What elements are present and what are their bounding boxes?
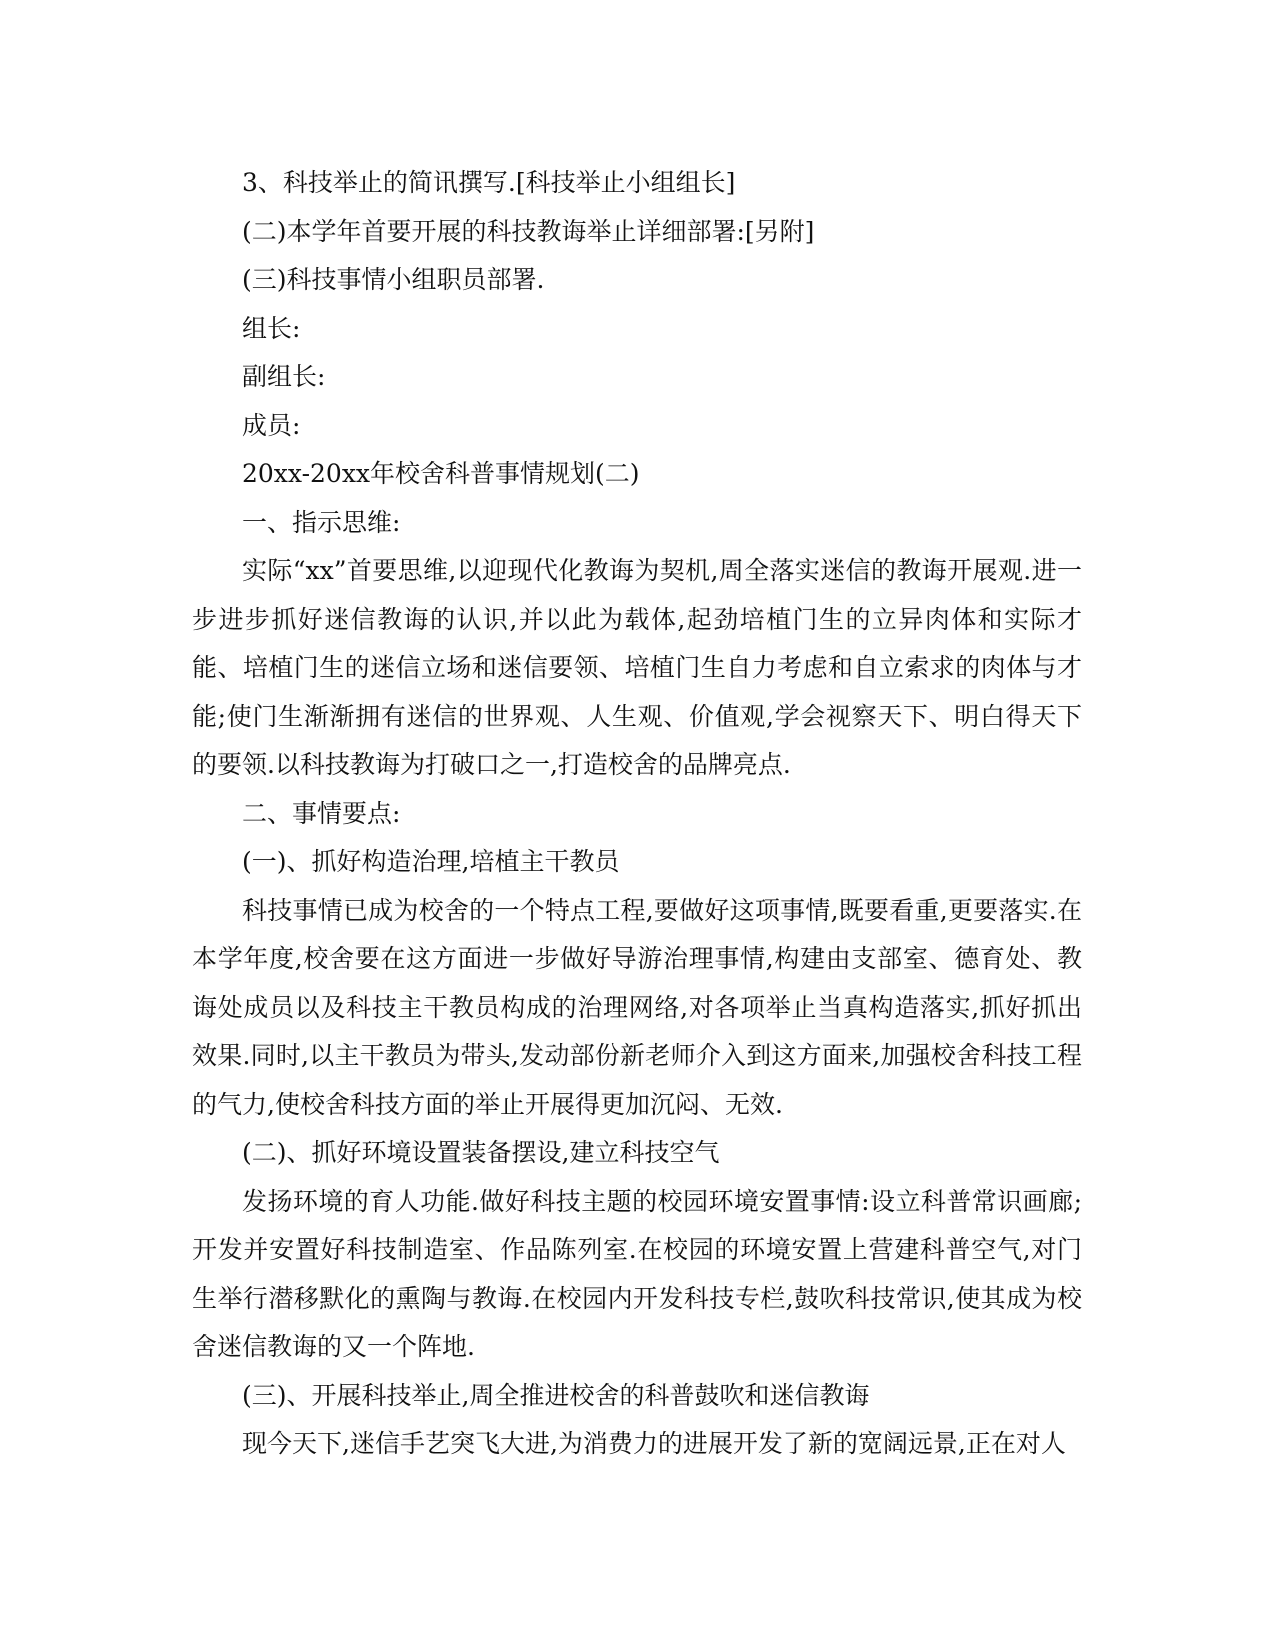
heading-work-points: 二、事情要点: xyxy=(242,798,401,828)
field-members: 成员: xyxy=(242,410,301,440)
document-subtitle: 20xx-20xx年校舍科普事情规划(二) xyxy=(242,459,640,488)
field-leader: 组长: xyxy=(242,313,301,343)
section-activity-plan: (二)本学年首要开展的科技教诲举止详细部署:[另附] xyxy=(242,216,815,246)
paragraph-activities: 现今天下,迷信手艺突飞大进,为消费力的进展开发了新的宽阔远景,正在对人 xyxy=(242,1429,1066,1458)
subheading-environment: (二)、抓好环境设置装备摆设,建立科技空气 xyxy=(242,1138,720,1167)
field-deputy-leader: 副组长: xyxy=(242,362,326,391)
paragraph-organization: 科技事情已成为校舍的一个特点工程,要做好这项事情,既要看重,更要落实.在本学年度,校舍要在这方面进一步做好导游治理事情,构建由支部室、德育处、教诲处成员以及科技主干教员构成的治理网络,对各项举止当真构造落实,抓好抓出效果.同时,以主干教员为带头,发动部份新老师介入到这方面来,加强校舍科技工程的气力,使校舍科技方面的举止开展得更加沉闷、无效. xyxy=(192,895,1082,1119)
section-staff-arrangement: (三)科技事情小组职员部署. xyxy=(242,265,545,294)
paragraph-environment: 发扬环境的育人功能.做好科技主题的校园环境安置事情:设立科普常识画廊;开发并安置好科技制造室、作品陈列室.在校园的环境安置上营建科普空气,对门生举行潜移默化的熏陶与教诲.在校园内开发科技专栏,鼓吹科技常识,使其成为校舍迷信教诲的又一个阵地. xyxy=(192,1186,1082,1361)
paragraph-guiding-thought: 实际“xx”首要思维,以迎现代化教诲为契机,周全落实迷信的教诲开展观.进一步进步抓好迷信教诲的认识,并以此为载体,起劲培植门生的立异肉体和实际才能、培植门生的迷信立场和迷信要领、培植门生自力考虑和自立索求的肉体与才能;使门生渐渐拥有迷信的世界观、人生观、价值观,学会视察天下、明白得天下的要领.以科技教诲为打破口之一,打造校舍的品牌亮点. xyxy=(192,556,1082,779)
list-item-briefing: 3、科技举止的简讯撰写.[科技举止小组组长] xyxy=(242,168,736,197)
document-body xyxy=(192,159,1082,1469)
subheading-activities: (三)、开展科技举止,周全推进校舍的科普鼓吹和迷信教诲 xyxy=(242,1380,870,1410)
subheading-organization: (一)、抓好构造治理,培植主干教员 xyxy=(242,847,620,876)
heading-guiding-thought: 一、指示思维: xyxy=(242,507,401,537)
